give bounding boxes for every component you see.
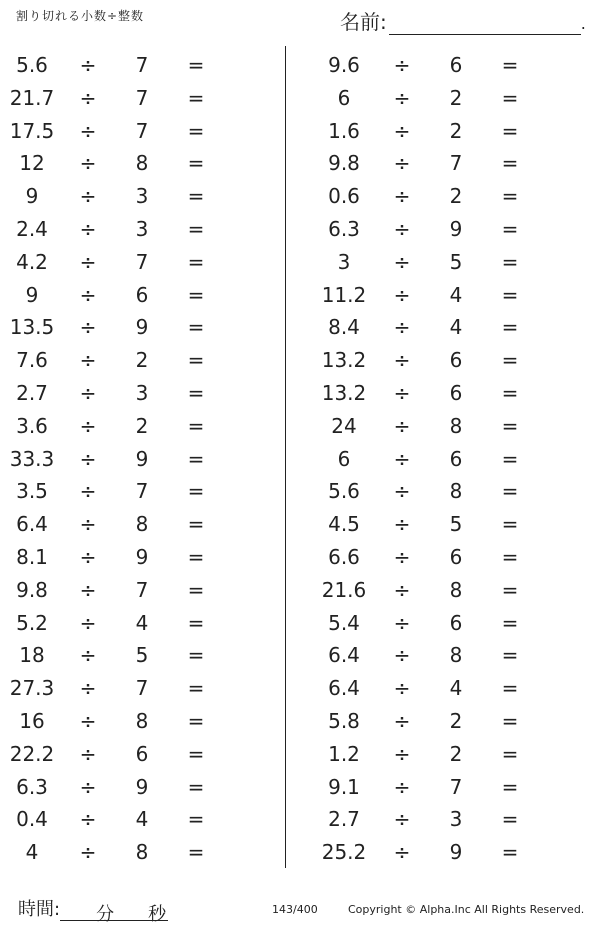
divisor: 7 — [135, 479, 149, 504]
equals-sign: = — [501, 512, 519, 537]
dividend: 6.4 — [328, 643, 360, 668]
divisor: 7 — [135, 676, 149, 701]
division-sign: ÷ — [79, 446, 97, 471]
equals-sign: = — [187, 643, 205, 668]
equals-sign: = — [501, 53, 519, 77]
divisor: 9 — [449, 840, 463, 865]
equals-sign: = — [187, 118, 205, 143]
dividend: 5.8 — [328, 708, 360, 733]
equals-sign: = — [187, 741, 205, 766]
divisor: 8 — [449, 643, 463, 668]
division-sign: ÷ — [393, 151, 411, 176]
equals-sign: = — [187, 413, 205, 438]
dividend: 17.5 — [9, 118, 55, 143]
divisor: 8 — [449, 577, 463, 602]
divisor: 2 — [449, 708, 463, 733]
divisor: 5 — [449, 512, 463, 537]
dividend: 18 — [19, 643, 45, 668]
dividend: 21.6 — [321, 577, 367, 602]
dividend: 13.2 — [321, 380, 367, 405]
divisor: 3 — [449, 807, 463, 832]
equals-sign: = — [187, 184, 205, 209]
division-sign: ÷ — [79, 282, 97, 307]
dividend: 5.2 — [16, 610, 48, 635]
dividend: 22.2 — [9, 741, 55, 766]
divisor: 6 — [449, 446, 463, 471]
divisor: 2 — [449, 118, 463, 143]
divisor: 4 — [449, 676, 463, 701]
dividend: 1.2 — [328, 741, 360, 766]
dividend: 6.3 — [328, 216, 360, 241]
division-sign: ÷ — [79, 53, 97, 77]
dividend: 27.3 — [9, 676, 55, 701]
dividend: 9.6 — [328, 53, 360, 77]
equals-sign: = — [187, 53, 205, 77]
divisor: 8 — [135, 151, 149, 176]
dividend: 9 — [25, 184, 39, 209]
dividend: 11.2 — [321, 282, 367, 307]
division-sign: ÷ — [393, 118, 411, 143]
equals-sign: = — [501, 315, 519, 340]
divisor: 4 — [135, 807, 149, 832]
name-end-mark: . — [580, 14, 586, 33]
dividend: 0.4 — [16, 807, 48, 832]
time-blank-line — [60, 900, 168, 925]
equals-sign: = — [187, 216, 205, 241]
divisor: 7 — [135, 577, 149, 602]
dividend: 4.5 — [328, 512, 360, 537]
divisor: 5 — [449, 249, 463, 274]
division-sign: ÷ — [79, 610, 97, 635]
equals-sign: = — [187, 479, 205, 504]
dividend: 33.3 — [9, 446, 55, 471]
dividend: 7.6 — [16, 348, 48, 373]
division-sign: ÷ — [79, 840, 97, 865]
minutes-label: 分 — [96, 904, 115, 925]
dividend: 2.7 — [16, 380, 48, 405]
equals-sign: = — [501, 544, 519, 569]
division-sign: ÷ — [393, 446, 411, 471]
dividend: 9.8 — [16, 577, 48, 602]
division-sign: ÷ — [79, 216, 97, 241]
divisor: 2 — [135, 348, 149, 373]
division-sign: ÷ — [79, 807, 97, 832]
dividend: 3 — [337, 249, 351, 274]
divisor: 6 — [449, 610, 463, 635]
divisor: 3 — [135, 380, 149, 405]
divisor: 8 — [449, 479, 463, 504]
division-sign: ÷ — [393, 840, 411, 865]
dividend: 6.4 — [16, 512, 48, 537]
dividend: 8.1 — [16, 544, 48, 569]
divisor: 9 — [135, 774, 149, 799]
divisor: 8 — [135, 840, 149, 865]
division-sign: ÷ — [79, 315, 97, 340]
divisor: 6 — [135, 282, 149, 307]
division-sign: ÷ — [79, 184, 97, 209]
dividend: 13.5 — [9, 315, 55, 340]
equals-sign: = — [187, 249, 205, 274]
divisor: 7 — [135, 85, 149, 110]
division-sign: ÷ — [393, 348, 411, 373]
equals-sign: = — [187, 544, 205, 569]
equals-sign: = — [501, 118, 519, 143]
divisor: 2 — [135, 413, 149, 438]
divisor: 7 — [135, 249, 149, 274]
name-field — [340, 6, 586, 35]
equals-sign: = — [501, 216, 519, 241]
divisor: 8 — [135, 708, 149, 733]
equals-sign: = — [501, 479, 519, 504]
equals-sign: = — [187, 708, 205, 733]
dividend: 24 — [331, 413, 357, 438]
equals-sign: = — [187, 840, 205, 865]
dividend: 25.2 — [321, 840, 367, 865]
seconds-label: 秒 — [148, 904, 167, 925]
division-sign: ÷ — [79, 512, 97, 537]
dividend: 2.7 — [328, 807, 360, 832]
time-label: 時間: — [18, 899, 61, 920]
dividend: 9.8 — [328, 151, 360, 176]
dividend: 2.4 — [16, 216, 48, 241]
equals-sign: = — [187, 610, 205, 635]
divisor: 3 — [135, 184, 149, 209]
division-sign: ÷ — [393, 577, 411, 602]
division-sign: ÷ — [393, 282, 411, 307]
divisor: 6 — [135, 741, 149, 766]
equals-sign: = — [187, 348, 205, 373]
division-sign: ÷ — [79, 151, 97, 176]
divisor: 4 — [449, 315, 463, 340]
dividend: 13.2 — [321, 348, 367, 373]
division-sign: ÷ — [393, 380, 411, 405]
time-field — [18, 895, 168, 925]
division-sign: ÷ — [79, 479, 97, 504]
divisor: 9 — [135, 315, 149, 340]
equals-sign: = — [187, 446, 205, 471]
divisor: 8 — [449, 413, 463, 438]
division-sign: ÷ — [393, 53, 411, 77]
name-label: 名前: — [340, 10, 387, 34]
divisor: 8 — [135, 512, 149, 537]
divisor: 2 — [449, 184, 463, 209]
page-number: 143/400 — [272, 903, 318, 916]
division-sign: ÷ — [393, 643, 411, 668]
dividend: 8.4 — [328, 315, 360, 340]
dividend: 5.6 — [328, 479, 360, 504]
dividend: 5.4 — [328, 610, 360, 635]
dividend: 6.6 — [328, 544, 360, 569]
dividend: 6 — [337, 85, 351, 110]
equals-sign: = — [501, 249, 519, 274]
column-divider — [285, 46, 286, 868]
name-blank-line — [389, 16, 581, 35]
divisor: 6 — [449, 380, 463, 405]
division-sign: ÷ — [393, 315, 411, 340]
equals-sign: = — [187, 807, 205, 832]
copyright-notice: Copyright © Alpha.Inc All Rights Reserved. — [348, 903, 585, 916]
equals-sign: = — [501, 610, 519, 635]
equals-sign: = — [501, 774, 519, 799]
dividend: 4 — [25, 840, 39, 865]
equals-sign: = — [187, 85, 205, 110]
division-sign: ÷ — [393, 676, 411, 701]
divisor: 5 — [135, 643, 149, 668]
dividend: 6.4 — [328, 676, 360, 701]
dividend: 4.2 — [16, 249, 48, 274]
equals-sign: = — [501, 282, 519, 307]
dividend: 9 — [25, 282, 39, 307]
dividend: 5.6 — [16, 53, 48, 77]
divisor: 9 — [135, 544, 149, 569]
division-sign: ÷ — [79, 741, 97, 766]
divisor: 4 — [449, 282, 463, 307]
worksheet-title: 割り切れる小数÷整数 — [16, 9, 145, 23]
equals-sign: = — [187, 380, 205, 405]
divisor: 3 — [135, 216, 149, 241]
dividend: 9.1 — [328, 774, 360, 799]
division-sign: ÷ — [393, 413, 411, 438]
dividend: 21.7 — [9, 85, 55, 110]
divisor: 9 — [449, 216, 463, 241]
division-sign: ÷ — [393, 85, 411, 110]
divisor: 7 — [449, 151, 463, 176]
equals-sign: = — [501, 643, 519, 668]
division-sign: ÷ — [393, 512, 411, 537]
equals-sign: = — [187, 282, 205, 307]
division-sign: ÷ — [79, 577, 97, 602]
divisor: 2 — [449, 741, 463, 766]
equals-sign: = — [187, 512, 205, 537]
equals-sign: = — [501, 380, 519, 405]
divisor: 7 — [449, 774, 463, 799]
divisor: 6 — [449, 544, 463, 569]
equals-sign: = — [501, 577, 519, 602]
equals-sign: = — [501, 85, 519, 110]
division-sign: ÷ — [79, 118, 97, 143]
division-sign: ÷ — [393, 708, 411, 733]
division-sign: ÷ — [393, 610, 411, 635]
divisor: 2 — [449, 85, 463, 110]
division-sign: ÷ — [79, 676, 97, 701]
dividend: 6.3 — [16, 774, 48, 799]
equals-sign: = — [501, 151, 519, 176]
division-sign: ÷ — [79, 348, 97, 373]
division-sign: ÷ — [393, 774, 411, 799]
equals-sign: = — [501, 676, 519, 701]
equals-sign: = — [187, 315, 205, 340]
equals-sign: = — [187, 774, 205, 799]
division-sign: ÷ — [393, 216, 411, 241]
division-sign: ÷ — [79, 380, 97, 405]
dividend: 1.6 — [328, 118, 360, 143]
divisor: 4 — [135, 610, 149, 635]
division-sign: ÷ — [393, 807, 411, 832]
divisor: 7 — [135, 118, 149, 143]
division-sign: ÷ — [393, 544, 411, 569]
dividend: 3.5 — [16, 479, 48, 504]
division-sign: ÷ — [79, 249, 97, 274]
equals-sign: = — [187, 577, 205, 602]
division-sign: ÷ — [393, 479, 411, 504]
division-sign: ÷ — [79, 85, 97, 110]
divisor: 9 — [135, 446, 149, 471]
equals-sign: = — [187, 676, 205, 701]
division-sign: ÷ — [79, 708, 97, 733]
equals-sign: = — [501, 413, 519, 438]
dividend: 6 — [337, 446, 351, 471]
division-sign: ÷ — [79, 544, 97, 569]
division-sign: ÷ — [79, 774, 97, 799]
dividend: 0.6 — [328, 184, 360, 209]
divisor: 6 — [449, 53, 463, 77]
divisor: 7 — [135, 53, 149, 77]
equals-sign: = — [501, 807, 519, 832]
division-sign: ÷ — [79, 643, 97, 668]
equals-sign: = — [187, 151, 205, 176]
division-sign: ÷ — [79, 413, 97, 438]
equals-sign: = — [501, 741, 519, 766]
equals-sign: = — [501, 840, 519, 865]
equals-sign: = — [501, 348, 519, 373]
division-sign: ÷ — [393, 184, 411, 209]
equals-sign: = — [501, 184, 519, 209]
division-sign: ÷ — [393, 741, 411, 766]
equals-sign: = — [501, 446, 519, 471]
dividend: 3.6 — [16, 413, 48, 438]
division-sign: ÷ — [393, 249, 411, 274]
dividend: 12 — [19, 151, 45, 176]
divisor: 6 — [449, 348, 463, 373]
equals-sign: = — [501, 708, 519, 733]
dividend: 16 — [19, 708, 45, 733]
